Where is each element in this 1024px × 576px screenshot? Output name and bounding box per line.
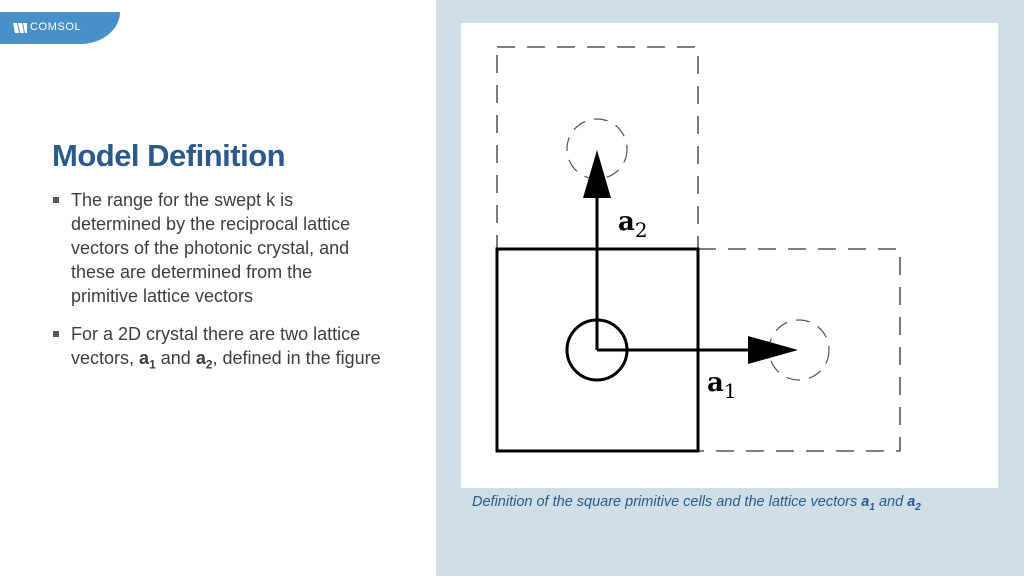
- vector-symbol: a: [907, 494, 916, 510]
- vector-a2-arrowhead-icon: [583, 150, 611, 198]
- vector-symbol: a: [861, 494, 870, 510]
- bullet-text-lead: For a 2D crystal there are two lattice vectors,: [71, 324, 361, 368]
- bullet-text-tail: , defined in the figure: [212, 348, 381, 368]
- caption-vector-a1: [861, 494, 875, 513]
- logo-text: COMSOL: [30, 21, 82, 33]
- vector-subscript: 2: [205, 357, 213, 372]
- vector-symbol: a: [195, 348, 206, 368]
- caption-vector-a2: [907, 494, 921, 513]
- bullet-text-and: and: [160, 348, 191, 368]
- bullet-text: The range for the swept k is determined by the reciprocal lattice vectors of the photonic crystal, and these are determined from the primitive lattice vectors: [71, 190, 351, 306]
- vector-subscript: 1: [869, 501, 875, 513]
- vector-symbol: a: [139, 348, 150, 368]
- vector-a1-arrowhead-icon: [748, 336, 798, 364]
- caption-lead: Definition of the square primitive cells and the lattice vectors: [472, 494, 858, 510]
- caption-and: and: [878, 494, 904, 510]
- vector-subscript: 2: [915, 501, 921, 513]
- vector-a1-label: $a_1$: [707, 368, 737, 403]
- vector-a2-label: $a_2$: [618, 207, 648, 242]
- vector-subscript: 1: [149, 357, 156, 372]
- figure-caption: [472, 494, 1012, 513]
- slide-title: Model Definition: [52, 138, 286, 173]
